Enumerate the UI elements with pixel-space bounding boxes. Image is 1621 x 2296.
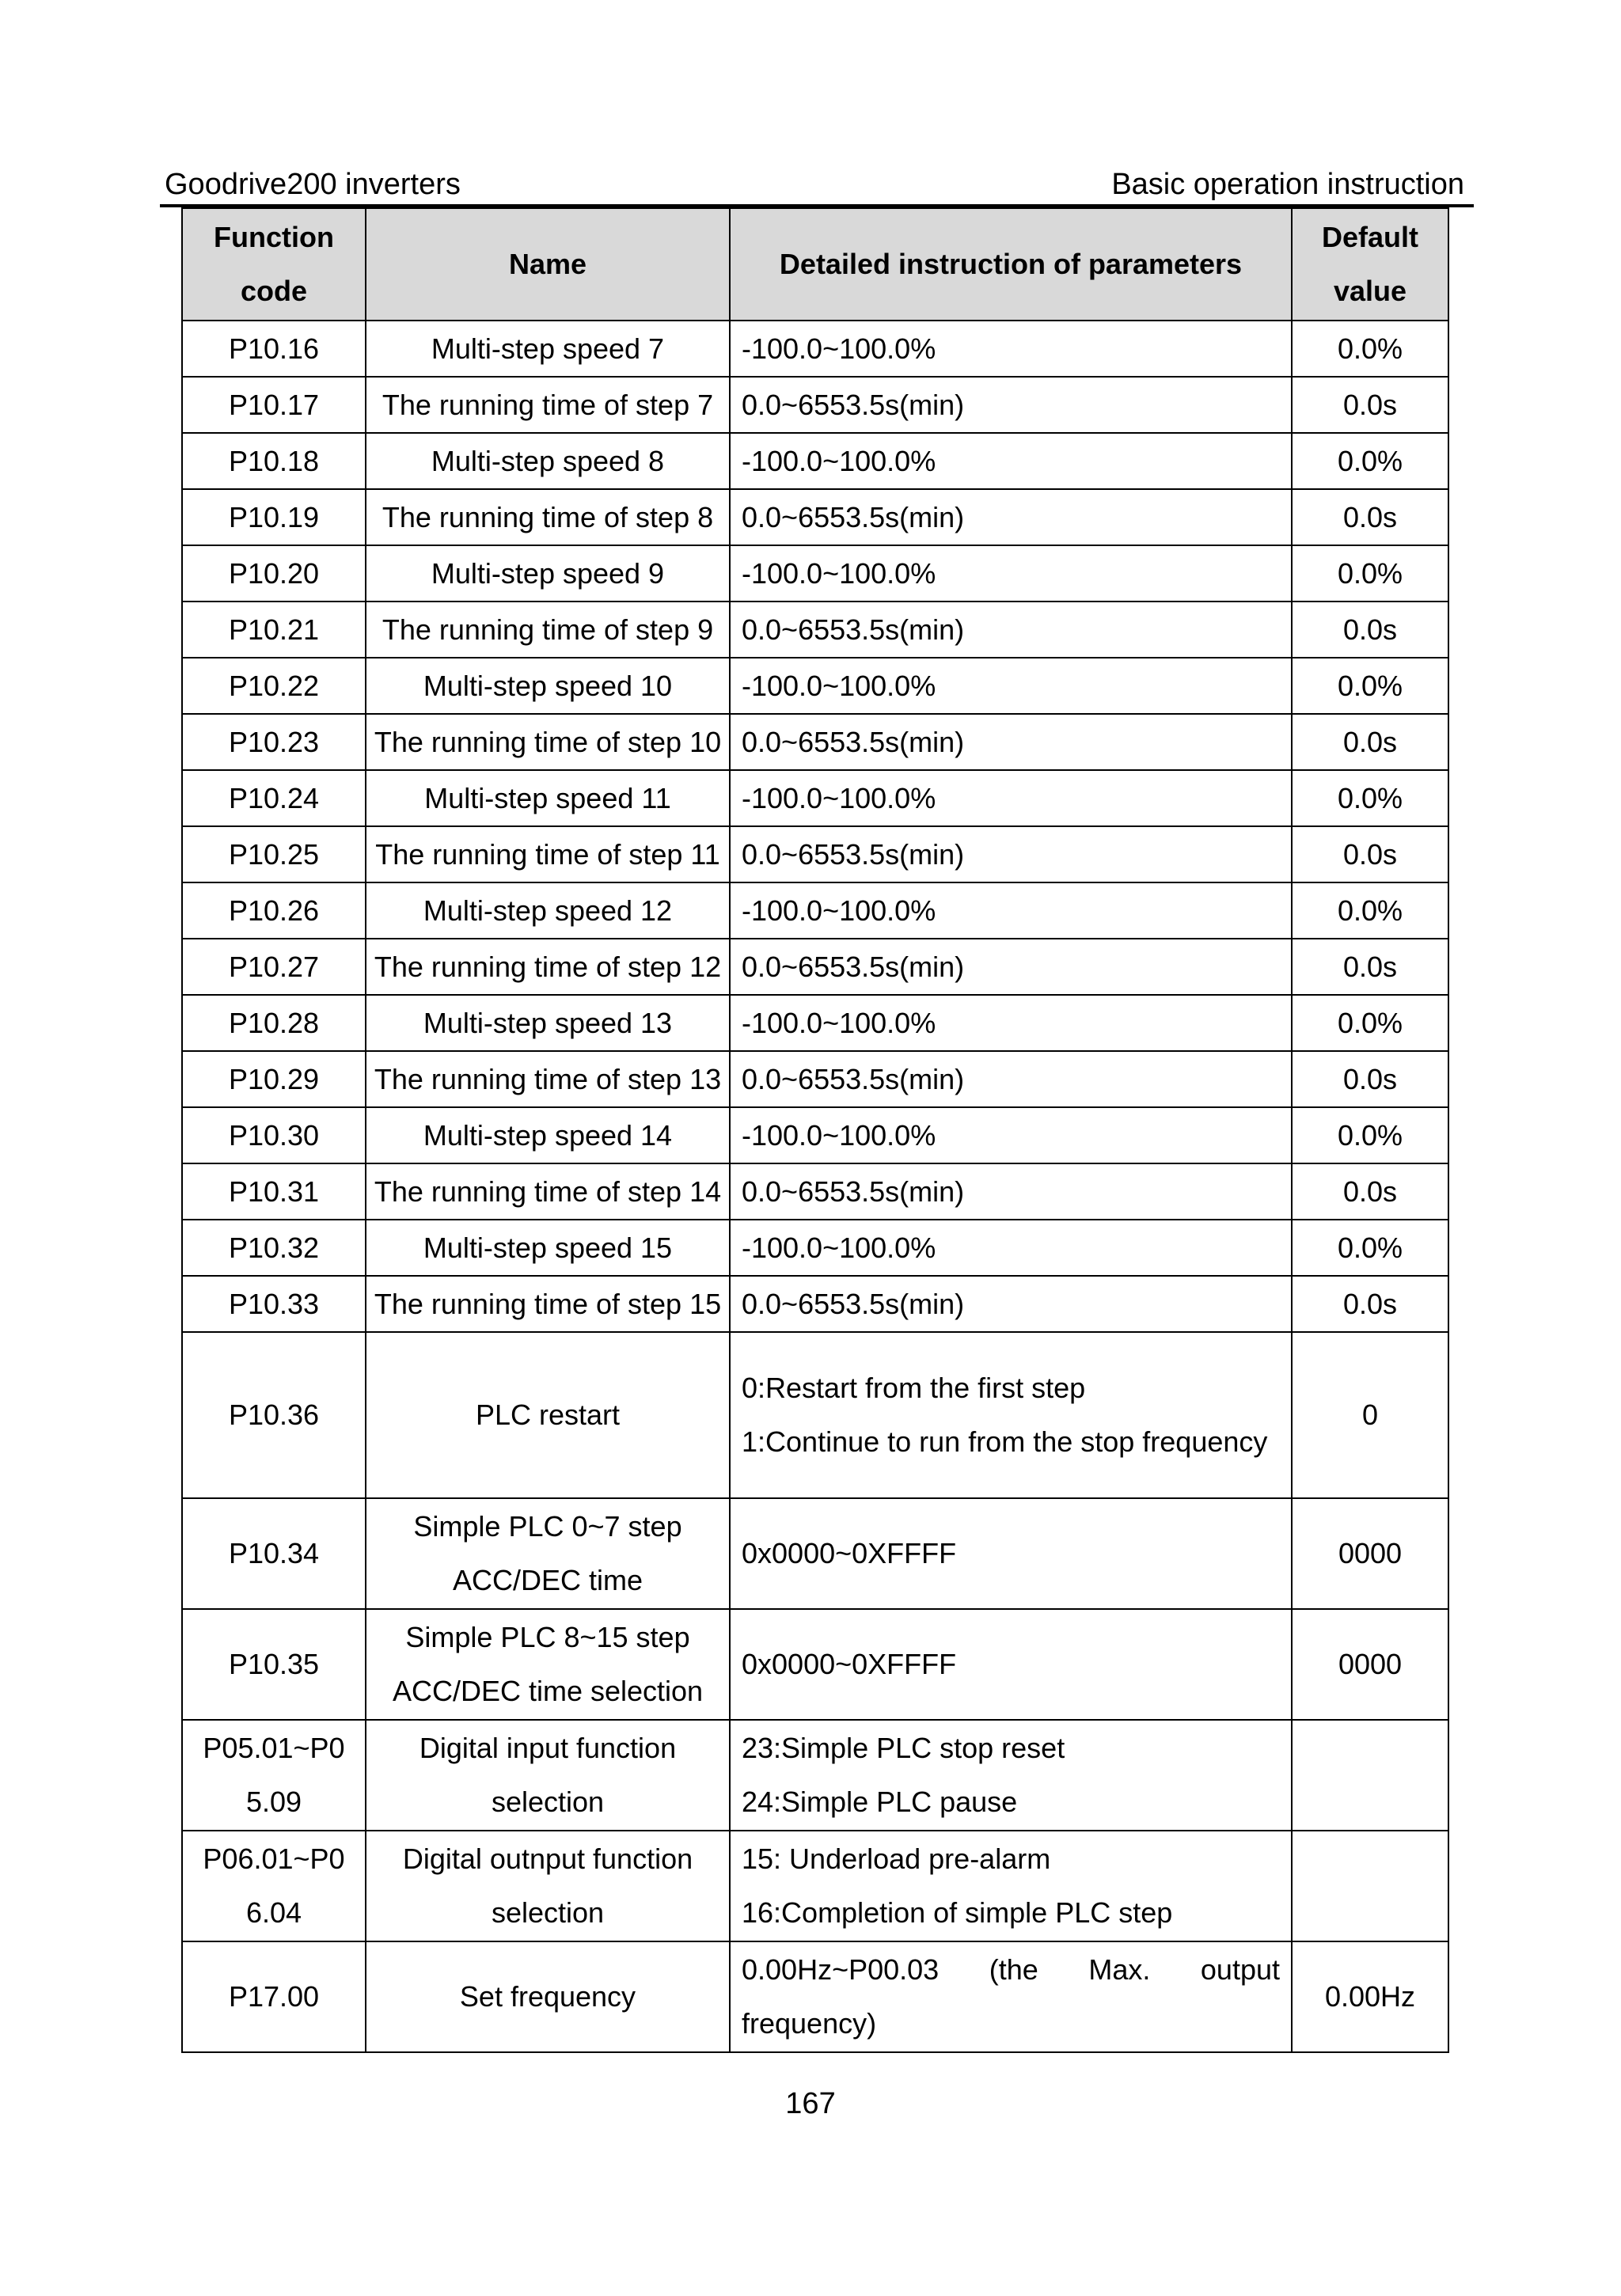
detail-line: 23:Simple PLC stop reset bbox=[742, 1732, 1065, 1764]
function-code-cell: P10.26 bbox=[182, 882, 366, 939]
table-row bbox=[182, 1220, 1448, 1276]
detail-line: 1:Continue to run from the stop frequency bbox=[742, 1425, 1268, 1458]
table-row bbox=[182, 377, 1448, 433]
function-code-cell: P10.21 bbox=[182, 602, 366, 658]
function-code-cell: P10.32 bbox=[182, 1220, 366, 1276]
function-code-cell: P17.00 bbox=[182, 1941, 366, 2052]
detail-cell: -100.0~100.0% bbox=[730, 1107, 1292, 1163]
table-row bbox=[182, 1609, 1448, 1720]
default-value-cell: 0.0% bbox=[1292, 1220, 1448, 1276]
default-value-cell: 0.0s bbox=[1292, 602, 1448, 658]
detail-cell: -100.0~100.0% bbox=[730, 995, 1292, 1051]
function-code-cell: P10.33 bbox=[182, 1276, 366, 1332]
detail-line: 0:Restart from the first step bbox=[742, 1372, 1086, 1404]
detail-cell: 0.0~6553.5s(min) bbox=[730, 489, 1292, 545]
column-header-function-code: Function code bbox=[182, 208, 366, 321]
function-code-cell: P10.31 bbox=[182, 1163, 366, 1220]
table-row bbox=[182, 1276, 1448, 1332]
page-number: 167 bbox=[785, 2087, 836, 2120]
default-value-cell: 0.0s bbox=[1292, 939, 1448, 995]
table-row bbox=[182, 1332, 1448, 1498]
header-section-title: Basic operation instruction bbox=[1111, 168, 1464, 201]
function-code-cell: P10.23 bbox=[182, 714, 366, 770]
default-value-cell: 0.0s bbox=[1292, 714, 1448, 770]
detail-cell: 0.0~6553.5s(min) bbox=[730, 939, 1292, 995]
table-row bbox=[182, 826, 1448, 882]
detail-cell bbox=[730, 1332, 1292, 1498]
default-value-cell: 0.0s bbox=[1292, 826, 1448, 882]
name-cell: Simple PLC 8~15 step ACC/DEC time selection bbox=[366, 1609, 730, 1720]
table-row bbox=[182, 939, 1448, 995]
detail-cell: 0.0~6553.5s(min) bbox=[730, 1276, 1292, 1332]
table-header bbox=[182, 208, 1448, 321]
detail-cell bbox=[730, 1831, 1292, 1941]
table-row bbox=[182, 602, 1448, 658]
name-cell: Digital input function selection bbox=[366, 1720, 730, 1831]
name-cell: Simple PLC 0~7 step ACC/DEC time bbox=[366, 1498, 730, 1609]
default-value-cell: 0000 bbox=[1292, 1609, 1448, 1720]
table-row bbox=[182, 882, 1448, 939]
table-row bbox=[182, 1831, 1448, 1941]
detail-cell: 0.0~6553.5s(min) bbox=[730, 1051, 1292, 1107]
table-row bbox=[182, 545, 1448, 602]
header-document-title: Goodrive200 inverters bbox=[165, 168, 461, 201]
default-value-cell: 0.00Hz bbox=[1292, 1941, 1448, 2052]
default-value-cell bbox=[1292, 1720, 1448, 1831]
name-cell: The running time of step 15 bbox=[366, 1276, 730, 1332]
name-cell: Multi-step speed 8 bbox=[366, 433, 730, 489]
default-value-cell: 0.0% bbox=[1292, 1107, 1448, 1163]
default-value-cell: 0.0% bbox=[1292, 433, 1448, 489]
name-cell: Digital outnput function selection bbox=[366, 1831, 730, 1941]
detail-cell: 0.0~6553.5s(min) bbox=[730, 826, 1292, 882]
function-code-cell: P10.17 bbox=[182, 377, 366, 433]
name-cell: Multi-step speed 13 bbox=[366, 995, 730, 1051]
function-code-cell: P05.01~P05.09 bbox=[182, 1720, 366, 1831]
detail-cell: -100.0~100.0% bbox=[730, 545, 1292, 602]
table-row bbox=[182, 714, 1448, 770]
detail-cell: 0.0~6553.5s(min) bbox=[730, 1163, 1292, 1220]
detail-cell: -100.0~100.0% bbox=[730, 882, 1292, 939]
default-value-cell: 0.0% bbox=[1292, 882, 1448, 939]
function-code-cell: P06.01~P06.04 bbox=[182, 1831, 366, 1941]
detail-cell: 0.0~6553.5s(min) bbox=[730, 714, 1292, 770]
default-value-cell: 0.0s bbox=[1292, 1051, 1448, 1107]
default-value-cell: 0.0% bbox=[1292, 770, 1448, 826]
function-code-cell: P10.22 bbox=[182, 658, 366, 714]
function-code-cell: P10.34 bbox=[182, 1498, 366, 1609]
name-cell: Set frequency bbox=[366, 1941, 730, 2052]
table-row bbox=[182, 1498, 1448, 1609]
detail-cell: -100.0~100.0% bbox=[730, 770, 1292, 826]
detail-cell: -100.0~100.0% bbox=[730, 658, 1292, 714]
table-row bbox=[182, 995, 1448, 1051]
detail-line: 15: Underload pre-alarm bbox=[742, 1842, 1051, 1875]
default-value-cell: 0.0% bbox=[1292, 545, 1448, 602]
name-cell: The running time of step 8 bbox=[366, 489, 730, 545]
function-code-cell: P10.16 bbox=[182, 321, 366, 377]
column-header-detailed-instruction: Detailed instruction of parameters bbox=[730, 208, 1292, 321]
default-value-cell: 0.0% bbox=[1292, 321, 1448, 377]
table-row bbox=[182, 770, 1448, 826]
name-cell: The running time of step 14 bbox=[366, 1163, 730, 1220]
table-row bbox=[182, 433, 1448, 489]
name-cell: Multi-step speed 14 bbox=[366, 1107, 730, 1163]
function-code-cell: P10.30 bbox=[182, 1107, 366, 1163]
detail-cell: -100.0~100.0% bbox=[730, 321, 1292, 377]
default-value-cell: 0 bbox=[1292, 1332, 1448, 1498]
function-code-cell: P10.25 bbox=[182, 826, 366, 882]
column-header-default-value: Default value bbox=[1292, 208, 1448, 321]
function-code-cell: P10.20 bbox=[182, 545, 366, 602]
name-cell: Multi-step speed 15 bbox=[366, 1220, 730, 1276]
table-row bbox=[182, 321, 1448, 377]
name-cell: Multi-step speed 9 bbox=[366, 545, 730, 602]
detail-cell: -100.0~100.0% bbox=[730, 1220, 1292, 1276]
name-cell: Multi-step speed 12 bbox=[366, 882, 730, 939]
name-cell: The running time of step 11 bbox=[366, 826, 730, 882]
detail-cell: 0x0000~0XFFFF bbox=[730, 1609, 1292, 1720]
table-row bbox=[182, 658, 1448, 714]
name-cell: Multi-step speed 10 bbox=[366, 658, 730, 714]
default-value-cell bbox=[1292, 1831, 1448, 1941]
table-row bbox=[182, 1107, 1448, 1163]
name-cell: PLC restart bbox=[366, 1332, 730, 1498]
detail-cell: 0.0~6553.5s(min) bbox=[730, 377, 1292, 433]
name-cell: The running time of step 10 bbox=[366, 714, 730, 770]
name-cell: The running time of step 9 bbox=[366, 602, 730, 658]
name-cell: The running time of step 13 bbox=[366, 1051, 730, 1107]
table-row bbox=[182, 1051, 1448, 1107]
page-header bbox=[165, 162, 1464, 207]
name-cell: Multi-step speed 7 bbox=[366, 321, 730, 377]
table-body bbox=[182, 321, 1448, 2052]
function-code-cell: P10.19 bbox=[182, 489, 366, 545]
detail-cell: -100.0~100.0% bbox=[730, 433, 1292, 489]
name-cell: The running time of step 12 bbox=[366, 939, 730, 995]
default-value-cell: 0.0% bbox=[1292, 995, 1448, 1051]
detail-cell: 0.0~6553.5s(min) bbox=[730, 602, 1292, 658]
table-row bbox=[182, 1941, 1448, 2052]
table-row bbox=[182, 489, 1448, 545]
function-code-cell: P10.35 bbox=[182, 1609, 366, 1720]
table-header-row bbox=[182, 208, 1448, 321]
default-value-cell: 0.0s bbox=[1292, 489, 1448, 545]
detail-line: 16:Completion of simple PLC step bbox=[742, 1896, 1173, 1929]
function-code-cell: P10.18 bbox=[182, 433, 366, 489]
function-code-cell: P10.28 bbox=[182, 995, 366, 1051]
function-code-cell: P10.36 bbox=[182, 1332, 366, 1498]
column-header-name: Name bbox=[366, 208, 730, 321]
function-code-cell: P10.24 bbox=[182, 770, 366, 826]
detail-cell: 0.00Hz~P00.03 (the Max. output frequency) bbox=[730, 1941, 1292, 2052]
name-cell: The running time of step 7 bbox=[366, 377, 730, 433]
table-row bbox=[182, 1163, 1448, 1220]
detail-line: 24:Simple PLC pause bbox=[742, 1786, 1018, 1818]
function-code-cell: P10.27 bbox=[182, 939, 366, 995]
parameter-table bbox=[181, 207, 1449, 2053]
default-value-cell: 0.0s bbox=[1292, 1163, 1448, 1220]
detail-cell: 0x0000~0XFFFF bbox=[730, 1498, 1292, 1609]
default-value-cell: 0000 bbox=[1292, 1498, 1448, 1609]
default-value-cell: 0.0s bbox=[1292, 377, 1448, 433]
function-code-cell: P10.29 bbox=[182, 1051, 366, 1107]
detail-cell bbox=[730, 1720, 1292, 1831]
name-cell: Multi-step speed 11 bbox=[366, 770, 730, 826]
default-value-cell: 0.0% bbox=[1292, 658, 1448, 714]
default-value-cell: 0.0s bbox=[1292, 1276, 1448, 1332]
table-row bbox=[182, 1720, 1448, 1831]
